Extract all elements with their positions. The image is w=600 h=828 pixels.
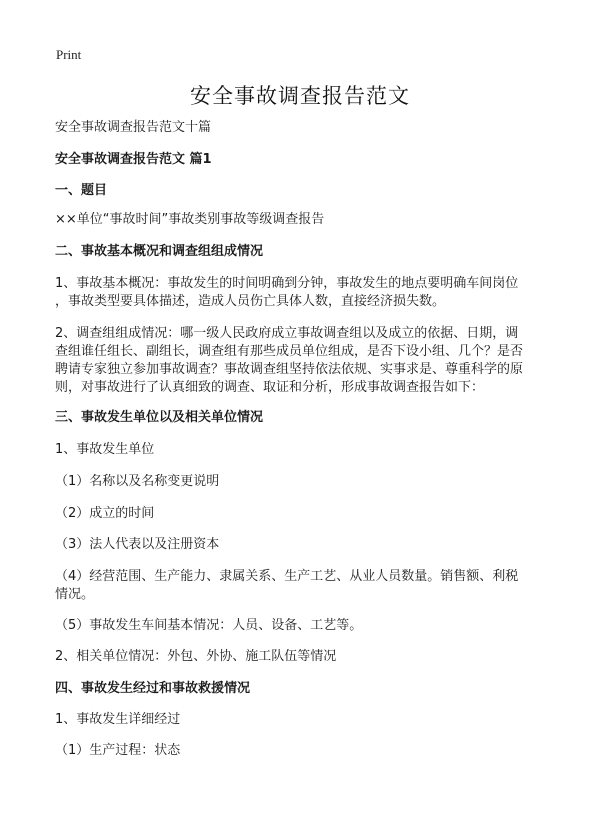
body-line: ，事故类型要具体描述，造成人员伤亡具体人数，直接经济损失数。: [55, 294, 446, 309]
body-line: （5）事故发生车间基本情况：人员、设备、工艺等。: [55, 618, 363, 633]
body-line: 聘请专家独立参加事故调查？事故调查组坚持依法依规、实事求是、尊重科学的原: [55, 362, 524, 377]
print-label: Print: [56, 47, 82, 62]
body-line: 则，对事故进行了认真细致的调查、取证和分析，形成事故调查报告如下：: [55, 380, 485, 395]
body-line: 1、事故发生详细经过: [55, 712, 181, 727]
body-line: 1、事故基本概况：事故发生的时间明确到分钟，事故发生的地点要明确车间岗位: [55, 276, 519, 291]
body-line: （1）生产过程：状态: [55, 743, 181, 758]
body-line: 一、题目: [55, 183, 108, 198]
body-line: 查组谁任组长、副组长，调查组有那些成员单位组成，是否下设小组、几个？是否: [55, 344, 524, 359]
section-heading: 安全事故调查报告范文 篇1: [55, 152, 212, 167]
body-line: （3）法人代表以及注册资本: [55, 537, 220, 552]
body-line: 情况。: [55, 587, 95, 602]
body-line: ××单位“事故时间”事故类别事故等级调查报告: [55, 212, 325, 227]
body-line: （2）成立的时间: [55, 506, 155, 521]
body-line: 三、事故发生单位以及相关单位情况: [55, 410, 264, 425]
body-line: （1）名称以及名称变更说明: [55, 474, 220, 489]
body-line: （4）经营范围、生产能力、隶属关系、生产工艺、从业人员数量。销售额、利税: [55, 569, 519, 584]
body-line: 二、事故基本概况和调查组组成情况: [55, 244, 264, 259]
body-line: 2、相关单位情况：外包、外协、施工队伍等情况: [55, 649, 337, 664]
body-line: 四、事故发生经过和事故救援情况: [55, 681, 251, 696]
document-title: 安全事故调查报告范文: [190, 84, 410, 108]
body-line: 2、调查组组成情况：哪一级人民政府成立事故调查组以及成立的依据、日期，调: [55, 326, 519, 341]
document-subtitle: 安全事故调查报告范文十篇: [55, 120, 212, 135]
body-line: 1、事故发生单位: [55, 442, 155, 457]
